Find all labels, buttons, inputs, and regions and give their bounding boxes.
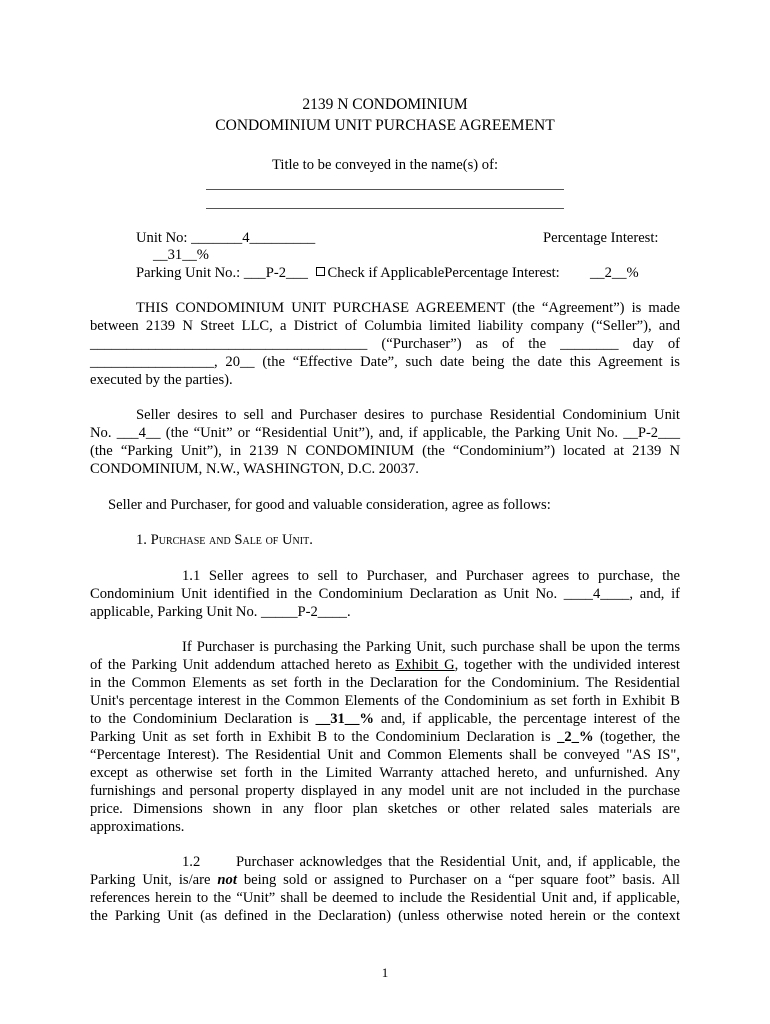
parking-unit-number: Parking Unit No.: ___P-2___ (136, 265, 308, 281)
parking-percentage-label: Percentage Interest: (444, 265, 560, 281)
page-number: 1 (381, 965, 389, 980)
title-line-2: CONDOMINIUM UNIT PURCHASE AGREEMENT (215, 117, 555, 134)
parking-line: except as otherwise set forth in the Limited Warranty attached hereto, and unfurnished. Any (90, 765, 680, 781)
checkbox-icon[interactable] (316, 267, 325, 276)
section-title: Purchase and Sale of Unit. (150, 532, 313, 548)
parking-line: to the Condominium Declaration is __31__% and, if applicable, the percentage interest of the (90, 711, 681, 727)
parking-line: Parking Unit as set forth in Exhibit B to the Condominium Declaration is _2_% (together, the (90, 729, 680, 745)
recital-line: CONDOMINIUM, N.W., WASHINGTON, D.C. 20037. (90, 461, 419, 477)
parking-line: Unit's percentage interest in the Common Elements of the Condominium as set forth in Exhibit B (90, 693, 680, 709)
name-blank-line-2 (206, 208, 564, 209)
section-1-2-line: references herein to the “Unit” shall be deemed to include the Residential Unit and, if applicable, (90, 890, 680, 906)
parking-percentage-value: __2__% (590, 265, 639, 281)
recital-line: No. ___4__ (the “Unit” or “Residential Unit”), and, if applicable, the Parking Unit No. __P-2___ (90, 425, 680, 441)
recital-line: Seller desires to sell and Purchaser desires to purchase Residential Condominium Unit (136, 407, 680, 423)
section-number: 1. (136, 532, 147, 548)
section-1-1-line: 1.1 Seller agrees to sell to Purchaser, and Purchaser agrees to purchase, the (182, 568, 680, 584)
title-conveyed-label: Title to be conveyed in the name(s) of: (271, 157, 499, 173)
section-1-2-line: Parking Unit, is/are not being sold or assigned to Purchaser on a “per square foot” basis. All (90, 872, 680, 888)
recital-line: (the “Parking Unit”), in 2139 N CONDOMINIUM (the “Condominium”) located at 2139 N (90, 443, 680, 459)
parking-line: in the Common Elements as set forth in the Declaration for the Condominium. The Residential (90, 675, 680, 691)
intro-line: executed by the parties). (90, 372, 233, 388)
percentage-interest-label: Percentage Interest: (543, 230, 659, 246)
parking-line: price. Dimensions shown in any floor plan sketches or other related sales materials are (90, 801, 680, 817)
unit-no-field: Unit No: _______4_________ (136, 230, 316, 246)
agree-statement: Seller and Purchaser, for good and valuable consideration, agree as follows: (108, 497, 551, 513)
intro-line: THIS CONDOMINIUM UNIT PURCHASE AGREEMENT (the “Agreement”) is made (136, 300, 680, 316)
parking-line: If Purchaser is purchasing the Parking Unit, such purchase shall be upon the terms (182, 639, 680, 655)
percentage-interest-value: __31__% (153, 247, 209, 263)
parking-line: of the Parking Unit addendum attached hereto as Exhibit G, together with the undivided interest (90, 657, 680, 673)
section-1-2-line: 1.2 Purchaser acknowledges that the Residential Unit, and, if applicable, the (182, 854, 680, 870)
parking-line: “Percentage Interest). The Residential Unit and Common Elements shall be conveyed "AS IS", (90, 747, 680, 763)
parking-unit-field (136, 264, 560, 282)
intro-line: ______________________________________ (“Purchaser”) as of the ________ day of (90, 336, 680, 352)
title-line-1: 2139 N CONDOMINIUM (302, 96, 468, 113)
section-1-2-line: the Parking Unit (as defined in the Declaration) (unless otherwise noted herein or the context (90, 908, 680, 924)
parking-line: furnishings and personal property displayed in any model unit are not included in the purchase (90, 783, 680, 799)
section-1-1-line: Condominium Unit identified in the Condominium Declaration as Unit No. ____4____, and, if (90, 586, 680, 602)
section-1-heading (136, 531, 313, 549)
check-if-applicable-label: Check if Applicable (327, 265, 445, 281)
name-blank-line-1 (206, 189, 564, 190)
parking-line: approximations. (90, 819, 185, 835)
intro-line: _________________, 20__ (the “Effective Date”, such date being the date this Agreement is (90, 354, 680, 370)
section-1-1-line: applicable, Parking Unit No. _____P-2____. (90, 604, 351, 620)
not-emphasis: not (217, 872, 237, 888)
intro-line: between 2139 N Street LLC, a District of Columbia limited liability company (“Seller”), and (90, 318, 680, 334)
parking-percentage: _2_% (557, 729, 594, 745)
exhibit-g-link: Exhibit G (395, 657, 455, 673)
residential-percentage: __31__% (315, 711, 374, 727)
